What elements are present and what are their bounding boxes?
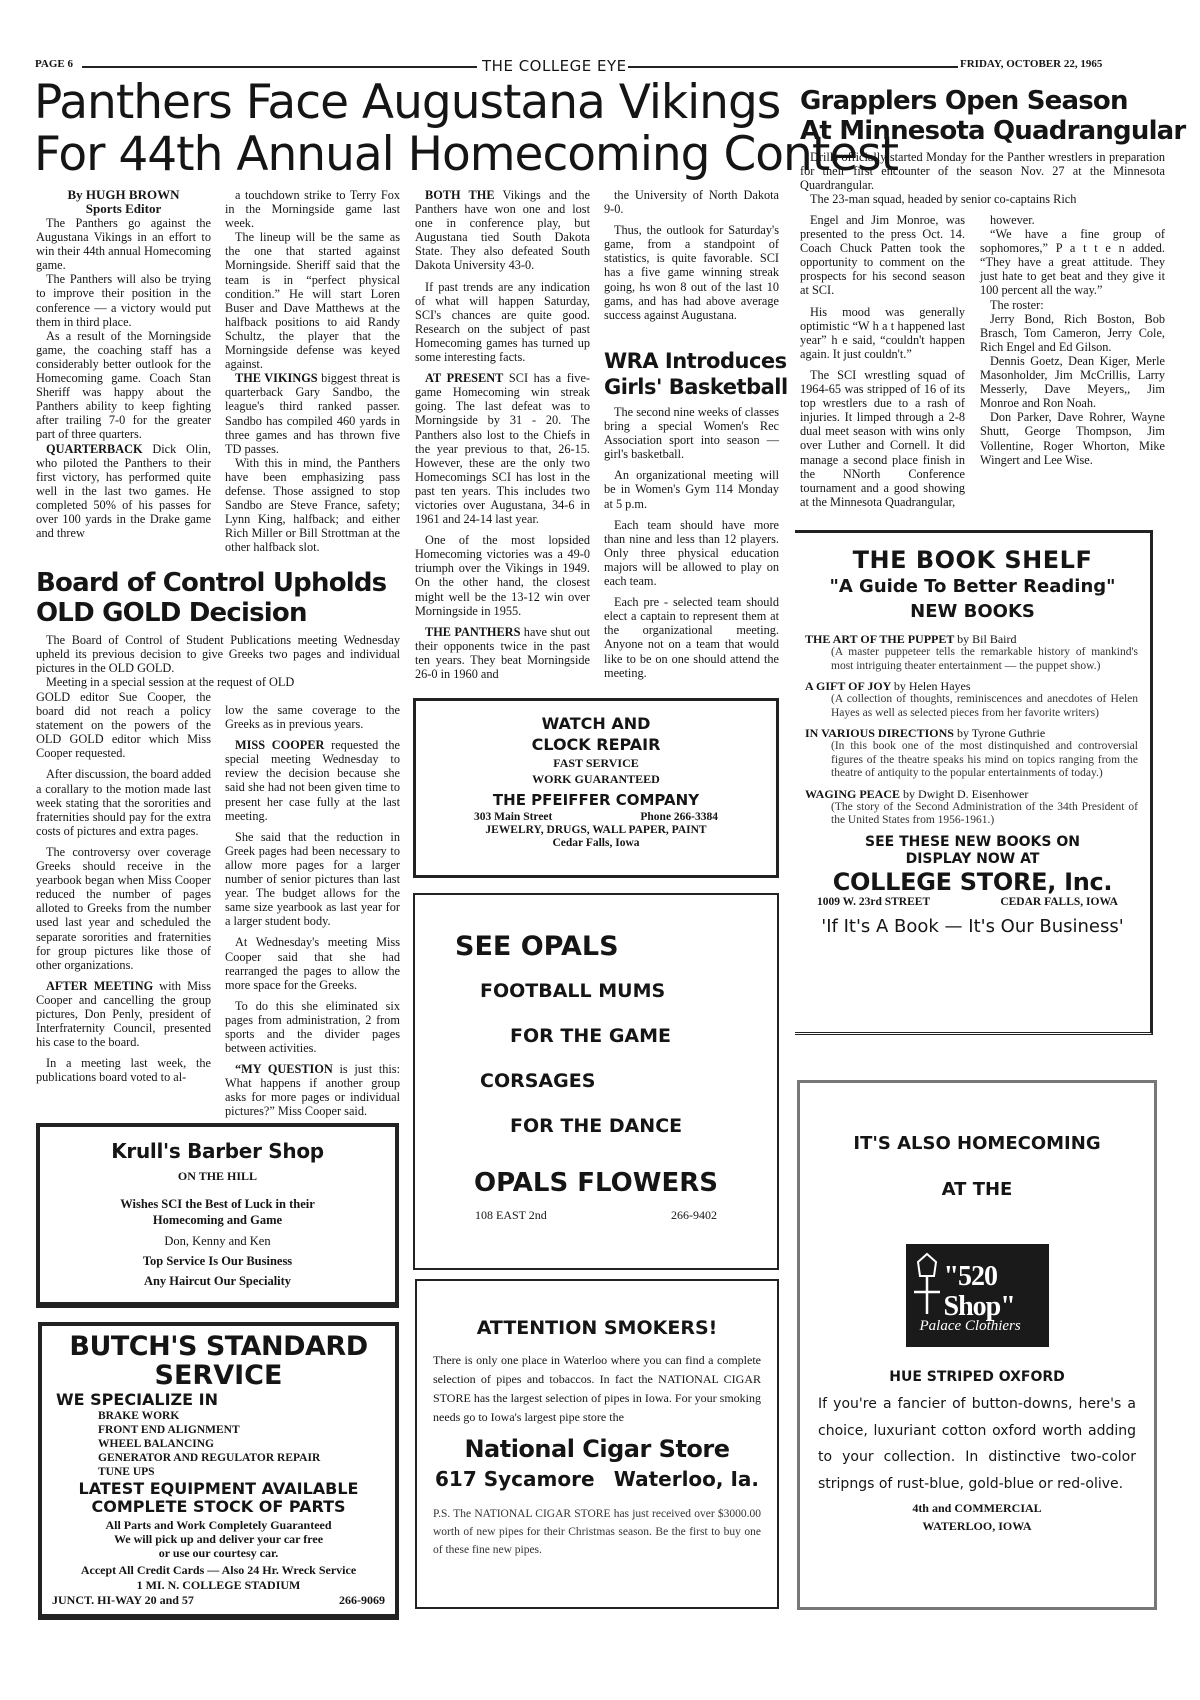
lead-story-column-3 [415,188,590,681]
grapplers-headline-line2: At Minnesota Quadrangular [800,116,1186,146]
krull-name: Krull's Barber Shop [111,1139,324,1163]
shop520-logo [906,1244,1049,1347]
krull-line4: Any Haircut Our Speciality [143,1274,292,1288]
article-paragraph: a touchdown strike to Terry Fox in the Morningside game last week. [225,188,400,231]
book-description: (A master puppeteer tells the remarkable history of mankind's most intriguing theater entertainment — the puppet show.) [831,646,1138,672]
article-paragraph: Each team should have more than nine and less than 12 players. Only three physical education majors will be allowed to play on each team. [604,517,779,589]
grapplers-column-2 [980,213,1165,467]
wra-headline-line2: Girls' Basketball [604,375,788,399]
lead-story-column-4 [604,188,779,322]
article-paragraph: low the same coverage to the Greeks as in previous years. [225,703,400,732]
book-title: THE ART OF THE PUPPET [805,632,958,646]
pfeiffer-line3: FAST SERVICE [553,756,639,770]
article-paragraph: After discussion, the board added a corallary to the motion made last week stating that the sororities and fraternities should pay for the extra costs of pictures and extra pages. [36,767,211,838]
book-item [805,679,1138,720]
butch-service-ad-lower [38,1480,399,1620]
masthead-rule-right [628,66,958,68]
shop520-line2: AT THE [941,1179,1013,1200]
bookshelf-city: CEDAR FALLS, IOWA [1000,895,1118,908]
article-paragraph: Dennis Goetz, Dean Kiger, Merle Masonholder, Jim McCrillis, Larry Messerly, Dave Meyers,, Jim Monroe and Ron Noah. [980,353,1165,411]
newspaper-name: THE COLLEGE EYE [482,57,627,75]
masthead-rule-left [82,66,477,68]
article-paragraph: the University of North Dakota 9-0. [604,188,779,217]
article-paragraph: however. [990,213,1035,227]
cigar-address: 617 Sycamore [435,1467,595,1491]
article-paragraph: The roster: [990,297,1044,312]
article-paragraph: BOTH THE Vikings and the Panthers have won one and lost one in conference play, but Augustana tied South Dakota State. They also defeated South Dakota University 43-0. [415,188,591,273]
krull-barber-ad [36,1123,399,1308]
grapplers-headline-line1: Grapplers Open Season [800,86,1128,116]
paragraph-lead-in: THE PANTHERS [425,624,521,639]
butch-courtesy: or use our courtesy car. [158,1546,279,1560]
cigar-ad [415,1279,779,1609]
bookshelf-slogan: 'If It's A Book — It's Our Business' [821,915,1124,937]
butch-pickup: We will pick up and deliver your car free [113,1532,324,1546]
butch-service-ad [38,1322,399,1480]
opals-name: OPALS FLOWERS [474,1168,718,1198]
book-description: (A collection of thoughts, reminiscences and anecdotes of Helen Hayes as well as selected pieces from her favorite writers) [831,693,1138,719]
butch-cards: Accept All Credit Cards — Also 24 Hr. Wreck Service [80,1563,357,1577]
article-paragraph: MISS COOPER requested the special meeting Wednesday to review the decision because she said she had not been given time to present her case fully at the last meeting. [225,738,400,823]
opals-line2: FOOTBALL MUMS [480,980,666,1002]
shop520-line1: IT'S ALSO HOMECOMING [853,1133,1101,1154]
article-paragraph: THE PANTHERS have shut out their opponents twice in the past ten years. They beat Morningside 26-0 in 1960 and [415,624,590,681]
cigar-body: There is only one place in Waterloo where you can find a complete selection of pipes and tobaccos. In fact the NATIONAL CIGAR STORE has the largest selection of pipes in Iowa. For your smoking needs go to Iowa's largest pipe store the [433,1353,761,1424]
book-author: by Dwight D. Eisenhower [903,786,1029,801]
article-paragraph: The second nine weeks of classes bring a special Women's Rec Association sport into season — girl's basketball. [604,405,779,462]
article-paragraph: In a meeting last week, the publications board voted to al- [36,1056,211,1085]
article-paragraph: An organizational meeting will be in Women's Gym 114 Monday at 5 p.m. [604,468,779,511]
book-description: (In this book one of the most distinquished and controversial figures of the theatre speaks his mind on topics ranging from the theatre of antiquity to the popular entertainments of today.) [831,740,1138,779]
wra-headline [604,348,788,400]
article-paragraph: With this in mind, the Panthers have been emphasizing pass defense. Those assigned to stop Sandbo are Steve France, safety; Lynn King, halfback; and either Rich Miller or Bill Strottman at the other halfback slot. [225,455,400,555]
lead-story-column-2 [225,188,400,554]
article-paragraph: The lineup will be the same as the one that started against Morningside. Sheriff said that the team is in “perfect physical condition.” He will start Loren Buser and Dave Matthews at the halfback positions to aid Randy Schultz, the player that the Morningside defense was keyed against. [225,230,400,372]
byline: By HUGH BROWN [67,187,180,202]
article-paragraph: Each pre - selected team should elect a captain to represent them at the organizational meeting. Anyone not on a team that would like to be on one should attend the meeting. [604,595,779,680]
opals-address: 108 EAST 2nd [475,1208,547,1222]
bookshelf-ad [795,530,1153,1035]
board-column-2 [225,703,400,1119]
board-headline-line2: OLD GOLD Decision [36,598,307,628]
pfeiffer-line4: WORK GUARANTEED [532,772,660,786]
pfeiffer-products: JEWELRY, DRUGS, WALL PAPER, PAINT [485,824,707,836]
lead-headline-line1: Panthers Face Augustana Vikings [34,75,781,130]
book-author: by Bil Baird [957,632,1017,646]
opals-line3: FOR THE GAME [510,1025,672,1047]
butch-service-3: GENERATOR AND REGULATOR REPAIR [98,1452,321,1464]
opals-line5: FOR THE DANCE [510,1115,683,1137]
article-paragraph: Drills officially started Monday for the Panther wrestlers in preparation for their first encounter of the season Nov. 27 at the Minnesota Quardrangular. [800,150,1165,193]
pfeiffer-address: 303 Main Street [474,811,553,823]
article-paragraph: Meeting in a special session at the request of OLD [46,675,295,690]
pfeiffer-company: THE PFEIFFER COMPANY [492,791,700,809]
cigar-ps: P.S. The NATIONAL CIGAR STORE has just received over $3000.00 worth of new pipes for their Christmas season. Be the first to buy one of these fine new pipes. [433,1508,761,1556]
lead-story-column-1 [36,188,211,540]
book-title: WAGING PEACE [805,786,904,801]
opals-line1: SEE OPALS [455,931,619,962]
shop520-product: HUE STRIPED OXFORD [889,1369,1065,1385]
butch-line1: BUTCH'S STANDARD [69,1331,368,1362]
bookshelf-see2: DISPLAY NOW AT [905,850,1040,867]
grapplers-headline [800,86,1185,146]
book-item [805,632,1138,673]
paragraph-lead-in: “MY QUESTION [235,1062,333,1077]
article-paragraph: “We have a fine group of sophomores,” P a t t e n added. “They have a great attitude. They just hate to get beat and they give it 100 percent all the way.” [980,227,1165,298]
article-paragraph: THE VIKINGS biggest threat is quarterback Gary Sandbo, the league's third ranked passer. Sandbo has compiled 460 yards in three games and has thrown five TD passes. [225,371,400,456]
krull-line1: Wishes SCI the Best of Luck in their [120,1197,315,1211]
paragraph-lead-in: AT PRESENT [425,371,504,386]
opals-phone: 266-9402 [671,1208,717,1222]
krull-sub: ON THE HILL [177,1169,258,1183]
shop520-address: 4th and COMMERCIAL [912,1501,1042,1515]
butch-specialize: WE SPECIALIZE IN [56,1390,218,1409]
bookshelf-section: NEW BOOKS [910,601,1035,622]
butch-service-1: FRONT END ALIGNMENT [98,1424,240,1436]
book-item [805,787,1138,828]
butch-service-0: BRAKE WORK [98,1410,180,1422]
article-paragraph: Don Parker, Dave Rohrer, Wayne Shutt, George Thompson, Jim Vollentine, Roger Whorton, Mike Wingert and Lee Wise. [980,410,1165,467]
article-paragraph: AFTER MEETING with Miss Cooper and cancelling the group pictures, Don Penly, president of Interfraternity Council, presented his case to the board. [36,978,211,1050]
pfeiffer-line2: CLOCK REPAIR [531,735,661,754]
article-paragraph: The SCI wrestling squad of 1964-65 was stripped of 16 of its top wrestlers due to a rash of injuries. It limped through a 2-8 dual meet season with wins only over Luther and Cornell. It did manage a second place finish in the NNorth Conference tournament and a good showing at the Minnesota Quadrangular, [800,367,965,509]
page-number: PAGE 6 [35,58,73,70]
bookshelf-see1: SEE THESE NEW BOOKS ON [865,833,1080,850]
article-paragraph: If past trends are any indication of what will happen Saturday, SCI's chances are quite good. Research on the subject of past Homecoming games has turned up some interesting facts. [415,279,590,365]
board-column-1 [36,690,211,1084]
grapplers-column-1 [800,213,965,509]
lead-col1-text [36,216,211,540]
cigar-store-name: National Cigar Store [464,1435,730,1463]
book-list [805,632,1138,828]
opals-ad [413,893,779,1169]
issue-date: FRIDAY, OCTOBER 22, 1965 [960,58,1103,70]
article-paragraph: “MY QUESTION is just this: What happens if another group asks for more pages or individual pictures?” Miss Cooper said. [225,1062,400,1119]
shop520-ad [797,1080,1157,1610]
butch-junction: JUNCT. HI-WAY 20 and 57 [52,1593,194,1607]
bookshelf-address: 1009 W. 23rd STREET [817,895,931,908]
article-paragraph: Jerry Bond, Rich Boston, Bob Brasch, Tom Cameron, Jerry Cole, Rich Engel and Ed Gilson. [980,311,1165,354]
pfeiffer-ad [413,698,779,878]
board-headline-line1: Board of Control Upholds [36,568,387,598]
book-title: A GIFT OF JOY [805,679,894,693]
shop520-city: WATERLOO, IOWA [922,1519,1032,1533]
book-title: IN VARIOUS DIRECTIONS [805,726,957,740]
paragraph-lead-in: AFTER MEETING [46,978,154,993]
opals-ad-footer [413,1160,779,1270]
butch-equip1: LATEST EQUIPMENT AVAILABLE [78,1479,359,1498]
pfeiffer-phone: Phone 266-3384 [640,811,718,823]
lamppost-icon [912,1252,942,1316]
pfeiffer-city: Cedar Falls, Iowa [552,837,640,849]
article-paragraph: His mood was generally optimistic “W h a t happened last year” h e said, “couldn't happen again. It just couldn't.” [800,304,965,361]
article-paragraph: The controversy over coverage Greeks should receive in the yearbook began when Miss Cooper reduced the number of pages alloted to Greeks from the number used last year and scheduled the separate sororities and fraternities for group pictures like those of other organizations. [36,844,211,972]
article-paragraph: GOLD editor Sue Cooper, the board did not reach a policy statement on the powers of the OLD GOLD editor which Miss Cooper requested. [36,690,211,761]
butch-guarantee: All Parts and Work Completely Guaranteed [105,1518,332,1532]
paragraph-lead-in: BOTH THE [425,188,495,202]
bookshelf-title: THE BOOK SHELF [852,546,1093,574]
board-intro [36,633,400,689]
book-author: by Tyrone Guthrie [956,726,1046,740]
article-paragraph: She said that the reduction in Greek pages had been necessary to allow more pages for a larger number of senior pictures than last year. The budget allows for the same size yearbook as last year for a larger student body. [225,829,400,929]
butch-equip2: COMPLETE STOCK OF PARTS [91,1497,346,1516]
article-paragraph: The Panthers go against the Augustana Vikings in an effort to win their 44th annual Homecoming game. [36,216,211,273]
krull-line2: Homecoming and Game [152,1213,283,1227]
article-paragraph: The 23-man squad, headed by senior co-captains Rich [810,192,1077,207]
article-paragraph: Engel and Jim Monroe, was presented to the press Oct. 14. Coach Chuck Patten took the opportunity to comment on the prospects for his second season at SCI. [800,213,965,298]
article-paragraph: AT PRESENT SCI has a five-game Homecoming win streak going. The last defeat was to Morningside by 31 - 20. The Panthers also lost to the Chiefs in the year previous to that, 26-15. However, these are the only two Homecomings SCI has lost in the past ten years. This includes two victories over Augustana, 34-6 in 1961 and 24-14 last year. [415,371,590,527]
pfeiffer-line1: WATCH AND [541,714,651,733]
shop520-logo-sub: Palace Clothiers [919,1318,1021,1334]
paragraph-lead-in: MISS COOPER [235,738,325,753]
lead-headline-line2: For 44th Annual Homecoming Contest [34,127,899,182]
cigar-city: Waterloo, Ia. [613,1467,759,1491]
shop520-logo-main: "520 Shop" [943,1261,1015,1322]
article-paragraph: At Wednesday's meeting Miss Cooper said that she had rearranged the pages to allow the more space for the Greeks. [225,935,400,992]
bookshelf-subtitle: "A Guide To Better Reading" [829,576,1116,597]
opals-line4: CORSAGES [480,1070,596,1092]
krull-line3: Top Service Is Our Business [142,1254,293,1268]
book-author: by Helen Hayes [893,679,971,693]
book-item [805,726,1138,781]
paragraph-lead-in: QUARTERBACK [46,441,143,456]
butch-location: 1 MI. N. COLLEGE STADIUM [136,1578,301,1592]
article-paragraph: As a result of the Morningside game, the coaching staff has a considerably better outlook for the Homecoming game. Coach Stan Sheriff was happy about the Panthers ability to keep fighting after trailing 7-0 for the greater part of three quarters. [36,328,211,442]
cigar-title: ATTENTION SMOKERS! [476,1317,718,1339]
krull-staff: Don, Kenny and Ken [164,1234,271,1248]
paragraph-lead-in: THE VIKINGS [235,371,318,386]
article-paragraph: One of the most lopsided Homecoming victories was a 49-0 triumph over the Vikings in 1949. On the other hand, the closest might well be the 13-12 win over Morningside in 1955. [415,533,590,618]
board-headline [36,568,386,628]
shop520-body: If you're a fancier of button-downs, here's a choice, luxuriant cotton oxford worth adding to your collection. In distinctive two-color stripngs of rust-blue, gold-blue or red-olive. [818,1396,1136,1492]
butch-phone: 266-9069 [339,1593,385,1607]
wra-story-body [604,405,779,680]
butch-line2: SERVICE [154,1360,283,1391]
article-paragraph: Thus, the outlook for Saturday's game, from a standpoint of statistics, is quite favorable. SCI has a five game winning streak going, hs won 8 out of the last 10 gams, and has had above average success against Augustana. [604,223,779,322]
butch-service-4: TUNE UPS [98,1466,155,1478]
book-description: (The story of the Second Administration of the 34th President of the United States from 1956-1961.) [831,800,1138,826]
byline-title: Sports Editor [85,201,162,216]
wra-headline-line1: WRA Introduces [604,349,787,373]
article-paragraph: QUARTERBACK Dick Olin, who piloted the Panthers to their first victory, has performed quite well in the last two games. He completed 50% of his passes for over 100 yards in the Drake game and threw [36,441,211,541]
article-paragraph: The Panthers will also be trying to improve their position in the conference — a victory would put them in third place. [36,272,211,329]
article-paragraph: The Board of Control of Student Publications meeting Wednesday upheld its previous decision to give Greeks two pages and individual pictures in the OLD GOLD. [36,633,400,676]
article-paragraph: To do this she eliminated six pages from administration, 2 from sports and the divider pages between activities. [225,998,400,1056]
butch-service-2: WHEEL BALANCING [98,1438,214,1450]
grapplers-intro [800,150,1165,206]
bookshelf-store: COLLEGE STORE, Inc. [832,867,1113,896]
